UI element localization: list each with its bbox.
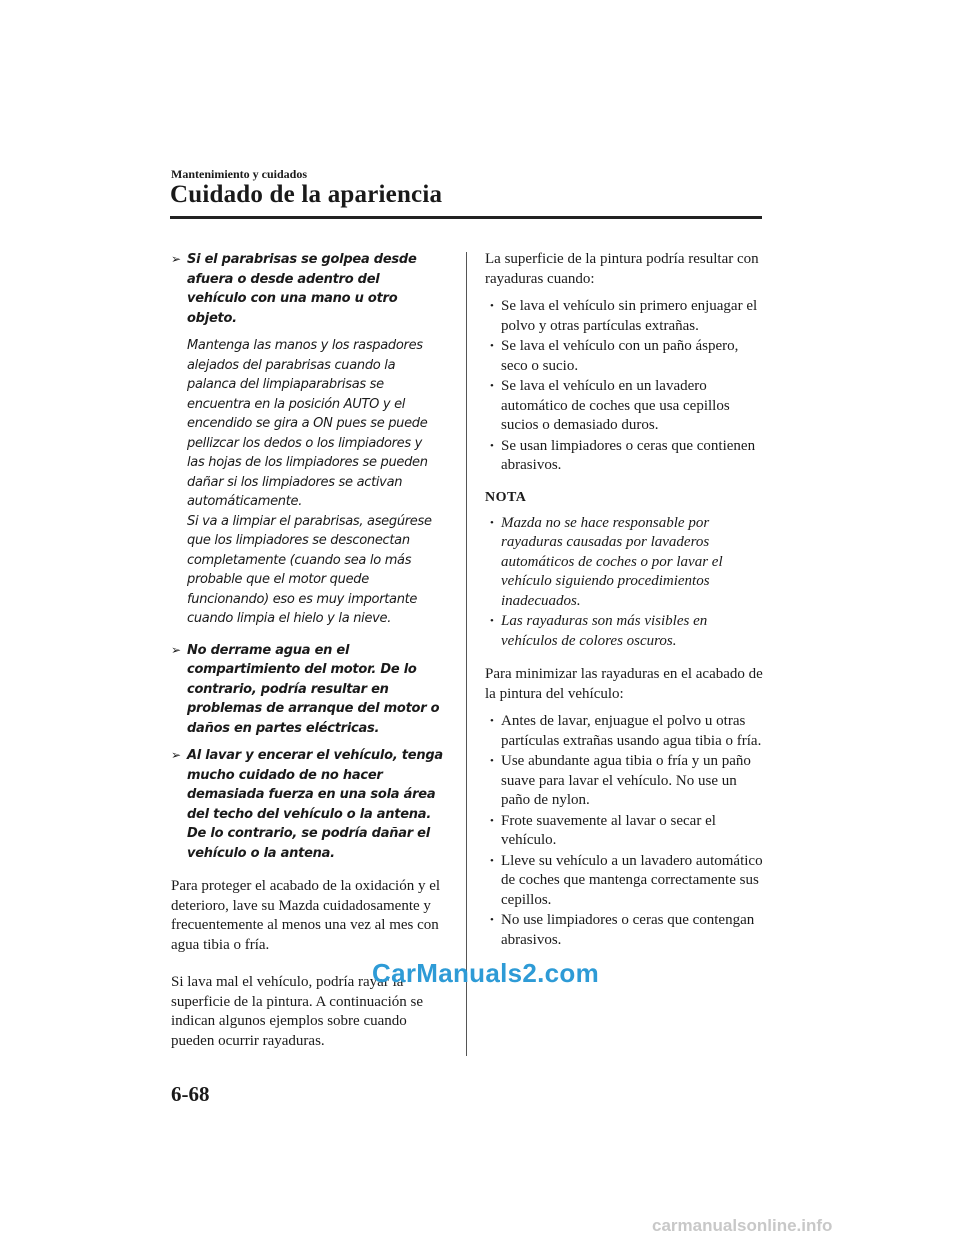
warning-item — [171, 641, 443, 739]
warning-paragraph: Si va a limpiar el parabrisas, asegúrese que los limpiadores se desconectan completamente (cuando sea lo más probable que el motor quede funcionando) eso es muy importante cuando limpia el hielo y la nieve. — [187, 513, 432, 626]
dot-bullet-icon: • — [490, 615, 494, 627]
note-item — [485, 612, 763, 651]
page-title: Cuidado de la apariencia — [170, 181, 443, 208]
note-heading: NOTA — [485, 489, 527, 505]
list-item — [485, 377, 763, 436]
title-rule — [170, 216, 762, 219]
dot-bullet-icon: • — [490, 914, 494, 926]
list-item — [485, 852, 763, 911]
dot-bullet-icon: • — [490, 755, 494, 767]
column-divider — [466, 252, 467, 1056]
list-item — [485, 297, 763, 336]
list-item-text: Se lava el vehículo con un paño áspero, seco o sucio. — [501, 338, 739, 374]
dot-bullet-icon: • — [490, 854, 494, 867]
list-item — [485, 437, 763, 476]
paragraph: Para proteger el acabado de la oxidación y el deterioro, lave su Mazda cuidadosamente y frecuentemente al menos una vez al mes con agua tibia o fría. — [171, 878, 441, 953]
dot-bullet-icon: • — [490, 814, 494, 827]
list-item — [485, 812, 763, 851]
warning-text: No derrame agua en el compartimiento del motor. De lo contrario, podría resultar en problemas de arranque del motor o daños en partes eléctricas. — [187, 642, 440, 736]
list-item — [485, 911, 763, 950]
warning-item — [171, 250, 443, 328]
warning-paragraph: Mantenga las manos y los raspadores alejados del parabrisas cuando la palanca del limpiaparabrisas se encuentra en la posición AUTO y el encendido se gira a ON pues se puede pellizcar los dedos o los limpiadores y las hojas de los limpiadores se pueden dañar si los limpiadores se activan automáticamente. — [187, 338, 428, 509]
bullet-list — [485, 712, 763, 950]
left-column — [171, 250, 443, 1069]
list-item-text: Frote suavemente al lavar o secar el vehículo. — [501, 812, 716, 848]
watermark-link[interactable]: CarManuals2.com — [372, 958, 600, 988]
arrow-bullet-icon: ➢ — [171, 748, 181, 762]
list-item-text: Se lava el vehículo en un lavadero automático de coches que usa cepillos sucios o demasiado duros. — [501, 378, 730, 433]
arrow-bullet-icon: ➢ — [171, 252, 181, 266]
warning-body — [171, 336, 443, 629]
list-item-text: No use limpiadores o ceras que contengan abrasivos. — [501, 912, 755, 948]
list-item-text: Lleve su vehículo a un lavadero automático de coches que mantenga correctamente sus cepillos. — [501, 852, 763, 908]
note-item-text: Las rayaduras son más visibles en vehículos de colores oscuros. — [501, 613, 708, 649]
dot-bullet-icon: • — [490, 380, 494, 392]
section-label: Mantenimiento y cuidados — [171, 167, 308, 181]
dot-bullet-icon: • — [490, 439, 494, 452]
paragraph: Para minimizar las rayaduras en el acabado de la pintura del vehículo: — [485, 666, 763, 702]
dot-bullet-icon: • — [490, 715, 494, 727]
footer-watermark-link[interactable]: carmanualsonline.info — [652, 1216, 833, 1235]
paragraph: Si lava mal el vehículo, podría rayar la superficie de la pintura. A continuación se indican algunos ejemplos sobre cuando pueden ocurrir rayaduras. — [171, 974, 424, 1049]
right-column — [485, 250, 763, 964]
warning-item — [171, 746, 443, 863]
note-list — [485, 514, 763, 652]
list-item-text: Se usan limpiadores o ceras que contienen abrasivos. — [501, 437, 756, 473]
list-item — [485, 752, 763, 811]
list-item — [485, 337, 763, 376]
dot-bullet-icon: • — [490, 340, 494, 352]
list-item-text: Se lava el vehículo sin primero enjuagar el polvo y otras partículas extrañas. — [501, 298, 758, 334]
bullet-list — [485, 297, 763, 476]
note-item — [485, 514, 763, 612]
paragraph: La superficie de la pintura podría resultar con rayaduras cuando: — [485, 251, 759, 287]
note-item-text: Mazda no se hace responsable por rayaduras causadas por lavaderos automáticos de coches o por lavar el vehículo siguiendo procedimientos inadecuados. — [501, 514, 723, 609]
page-number: 6-68 — [171, 1082, 210, 1106]
warning-text: Si el parabrisas se golpea desde afuera o desde adentro del vehículo con una mano u otro objeto. — [187, 252, 417, 326]
list-item-text: Antes de lavar, enjuague el polvo u otras partículas extrañas usando agua tibia o fría. — [501, 713, 762, 749]
list-item-text: Use abundante agua tibia o fría y un paño suave para lavar el vehículo. No use un paño de nylon. — [501, 753, 751, 808]
arrow-bullet-icon: ➢ — [171, 642, 181, 657]
warning-text: Al lavar y encerar el vehículo, tenga mucho cuidado de no hacer demasiada fuerza en una sola área del techo del vehículo o la antena. De lo contrario, se podría dañar el vehículo o la antena. — [187, 748, 443, 861]
dot-bullet-icon: • — [490, 516, 494, 529]
dot-bullet-icon: • — [490, 300, 494, 312]
list-item — [485, 712, 763, 751]
